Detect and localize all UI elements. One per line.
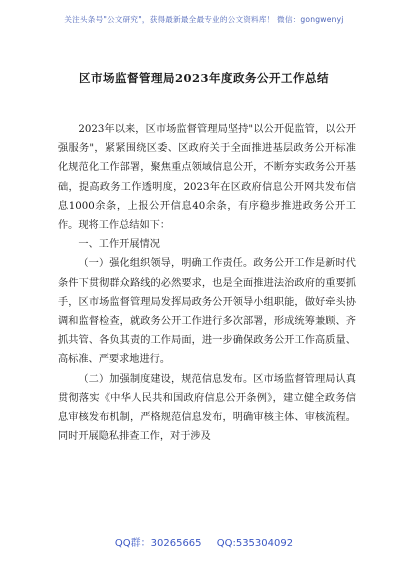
document-body bbox=[58, 120, 356, 446]
footer-qq: QQ:535304092 bbox=[216, 538, 294, 549]
paragraph-intro: 2023年以来，区市场监督管理局坚持"以公开促监管，以公开强服务"，紧紧围绕区委、区政府关于全面推进基层政务公开标准化规范化工作部署，聚焦重点领域信息公开，不断夯实政务公开基础，提高政务工作透明度，2023年在区政府信息公开网共发布信息1000余条，上报公开信息40余条，有序稳步推进政务公开工作。现将工作总结如下： bbox=[58, 124, 356, 232]
footer bbox=[0, 534, 408, 549]
document-title: 区市场监督管理局2023年度政务公开工作总结 bbox=[78, 71, 329, 85]
footer-qq-group: QQ群：30265665 bbox=[114, 538, 202, 549]
paragraph-2: （二）加强制度建设，规范信息发布。区市场监督管理局认真贯彻落实《中华人民共和国政府信息公开条例》，建立健全政务信息审核发布机制，严格规范信息发布，明确审核主体、审核流程。同时开展隐私排查工作，对于涉及 bbox=[58, 373, 356, 443]
header-banner: 关注头条号"公文研究"，获得最新最全最专业的公文资料库！ 微信：gongwenyj bbox=[64, 15, 344, 24]
paragraph-1: （一）强化组织领导，明确工作责任。政务公开工作是新时代条件下贯彻群众路线的必然要求，也是全面推进法治政府的重要抓手，区市场监督管理局发挥局政务公开领导小组职能，做好牵头协调和监督检查，就政务公开工作进行多次部署，形成统筹兼顾、齐抓共管、各负其责的工作局面，进一步确保政务公开工作高质量、高标准、严要求地进行。 bbox=[58, 258, 356, 366]
section-heading: 一、工作开展情况 bbox=[78, 239, 160, 251]
